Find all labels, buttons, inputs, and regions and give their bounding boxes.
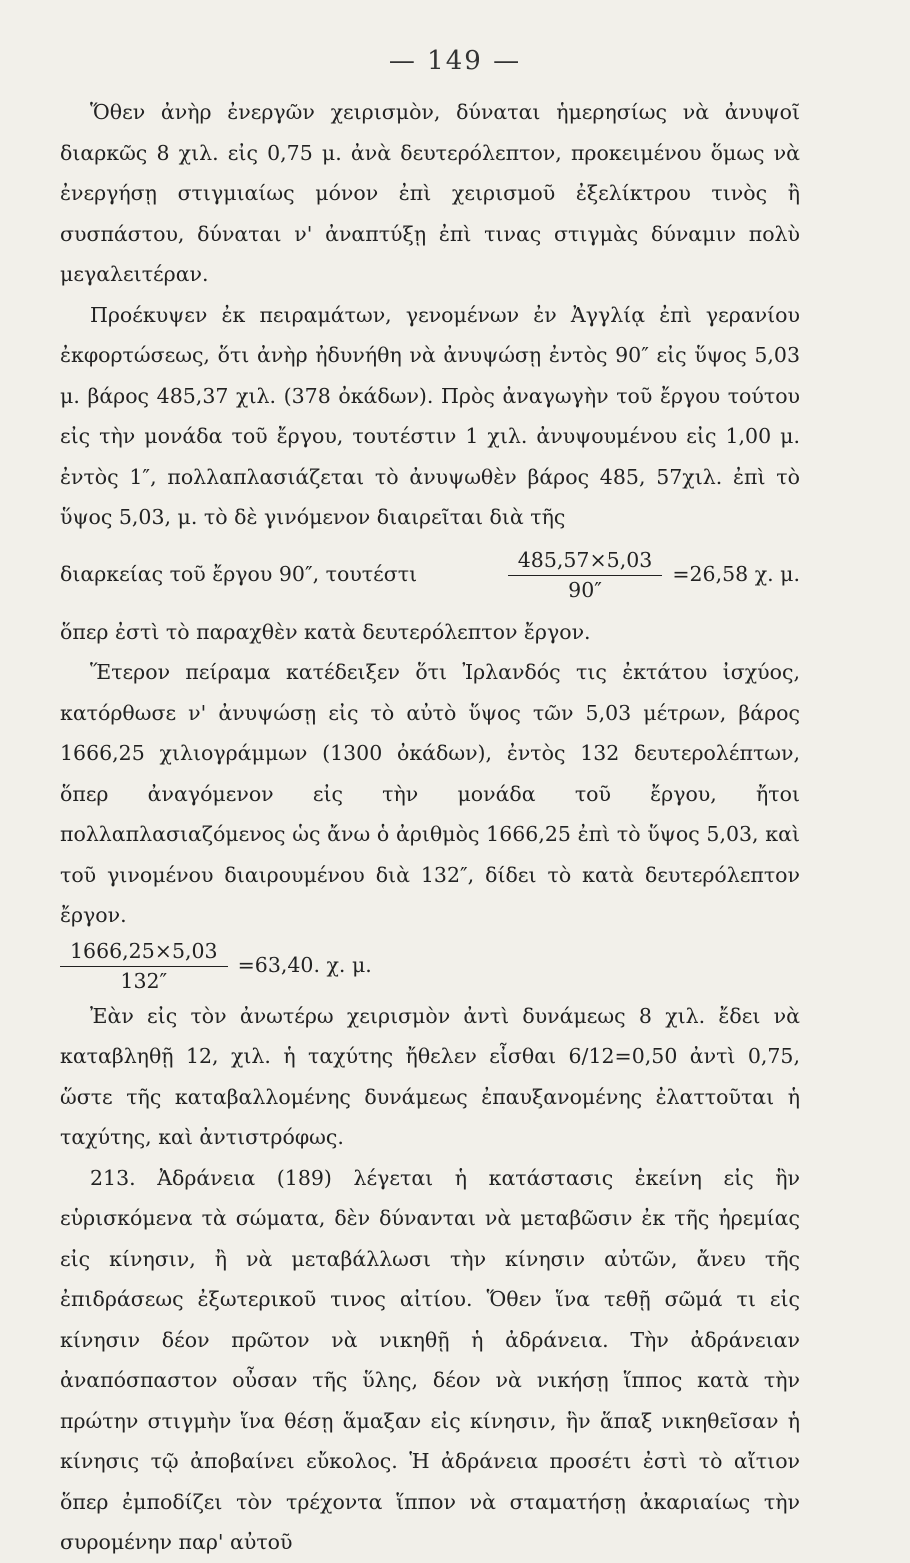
page-number: — 149 — bbox=[388, 46, 522, 76]
paragraph-3: Ἕτερον πείραμα κατέδειξεν ὅτι Ἰρλανδός τις ἐκτάτου ἰσχύος, κατόρθωσε ν' ἀνυψώσῃ εἰς τὸ αὐτὸ ὕψος τῶν 5,03 μέτρων, βάρος 1666,25 χιλιογράμμων (1300 ὀκάδων), ἐντὸς 132 δευτερολέπτων, ὅπερ ἀναγόμενον εἰς τὴν μονάδα τοῦ ἔργου, ἤτοι πολλαπλασιαζόμενος ὡς ἄνω ὁ ἀριθμὸς 1666,25 ἐπὶ τὸ ὕψος 5,03, καὶ τοῦ γινομένου διαιρουμένου διὰ 132″, δίδει τὸ κατὰ δευτερόλεπτον ἔργον. bbox=[60, 660, 800, 927]
paragraph-1: Ὅθεν ἀνὴρ ἐνεργῶν χειρισμὸν, δύναται ἡμερησίως νὰ ἀνυψοῖ διαρκῶς 8 χιλ. εἰς 0,75 μ. ἀνὰ δευτερόλεπτον, προκειμένου ὅμως νὰ ἐνεργήσῃ στιγμιαίως μόνον ἐπὶ χειρισμοῦ ἐξελίκτρου τινὸς ἢ συσπάστου, δύναται ν' ἀναπτύξῃ ἐπὶ τινας στιγμὰς δύναμιν πολὺ μεγαλειτέραν. bbox=[60, 100, 800, 286]
fraction-line-1 bbox=[60, 538, 800, 612]
body-text bbox=[60, 92, 800, 1563]
fraction-1-numerator: 485,57×5,03 bbox=[508, 545, 663, 576]
paragraph-2-end: ὅπερ ἐστὶ τὸ παραχθὲν κατὰ δευτερόλεπτον ἔργον. bbox=[60, 619, 591, 644]
paragraph-4: Ἐὰν εἰς τὸν ἀνωτέρω χειρισμὸν ἀντὶ δυνάμεως 8 χιλ. ἔδει νὰ καταβληθῇ 12, χιλ. ἡ ταχύτης ἤθελεν εἶσθαι 6/12=0,50 ἀντὶ 0,75, ὥστε τῆς καταβαλλομένης δυνάμεως ἐπαυξανομένης ἐλαττοῦται ἡ ταχύτης, καὶ ἀντιστρόφως. bbox=[60, 1003, 800, 1149]
fraction-1 bbox=[508, 545, 663, 604]
fraction-2-denominator: 132″ bbox=[120, 969, 168, 993]
fraction-line-2 bbox=[60, 936, 800, 996]
fraction-2 bbox=[60, 936, 228, 995]
paragraph-5: 213. Ἀδράνεια (189) λέγεται ἡ κατάστασις ἐκείνη εἰς ἣν εὑρισκόμενα τὰ σώματα, δὲν δύνανται νὰ μεταβῶσιν ἐκ τῆς ἠρεμίας εἰς κίνησιν, ἢ νὰ μεταβάλλωσι τὴν κίνησιν αὐτῶν, ἄνευ τῆς ἐπιδράσεως ἐξωτερικοῦ τινος αἰτίου. Ὅθεν ἵνα τεθῇ σῶμά τι εἰς κίνησιν δέον πρῶτον νὰ νικηθῇ ἡ ἀδράνεια. Τὴν ἀδράνειαν ἀναπόσπαστον οὖσαν τῆς ὕλης, δέον νὰ νικήσῃ ἵππος κατὰ τὴν πρώτην στιγμὴν ἵνα θέσῃ ἅμαξαν εἰς κίνησιν, ἣν ἅπαξ νικηθεῖσαν ἡ κίνησις τῷ ἀποβαίνει εὔκολος. Ἡ ἀδράνεια προσέτι ἐστὶ τὸ αἴτιον ὅπερ ἐμποδίζει τὸν τρέχοντα ἵππον νὰ σταματήσῃ ἀκαριαίως τὴν συρομένην παρ' αὐτοῦ bbox=[60, 1165, 800, 1554]
fraction-1-result: =26,58 χ. μ. bbox=[672, 562, 800, 587]
fraction-2-result: =63,40. χ. μ. bbox=[237, 953, 372, 978]
fraction-2-numerator: 1666,25×5,03 bbox=[60, 936, 228, 967]
fraction-1-denominator: 90″ bbox=[568, 578, 602, 602]
paragraph-2: Προέκυψεν ἐκ πειραμάτων, γενομένων ἐν Ἀγγλίᾳ ἐπὶ γερανίου ἐκφορτώσεως, ὅτι ἀνὴρ ἠδυνήθη νὰ ἀνυψώσῃ ἐντὸς 90″ εἰς ὕψος 5,03 μ. βάρος 485,37 χιλ. (378 ὀκάδων). Πρὸς ἀναγωγὴν τοῦ ἔργου τούτου εἰς τὴν μονάδα τοῦ ἔργου, τουτέστιν 1 χιλ. ἀνυψουμένου εἰς 1,00 μ. ἐντὸς 1″, πολλαπλασιάζεται τὸ ἀνυψωθὲν βάρος 485, 57χιλ. ἐπὶ τὸ ὕψος 5,03, μ. τὸ δὲ γινόμενον διαιρεῖται διὰ τῆς bbox=[60, 302, 800, 529]
fraction-lead-text: διαρκείας τοῦ ἔργου 90″, τουτέστι bbox=[60, 562, 418, 587]
